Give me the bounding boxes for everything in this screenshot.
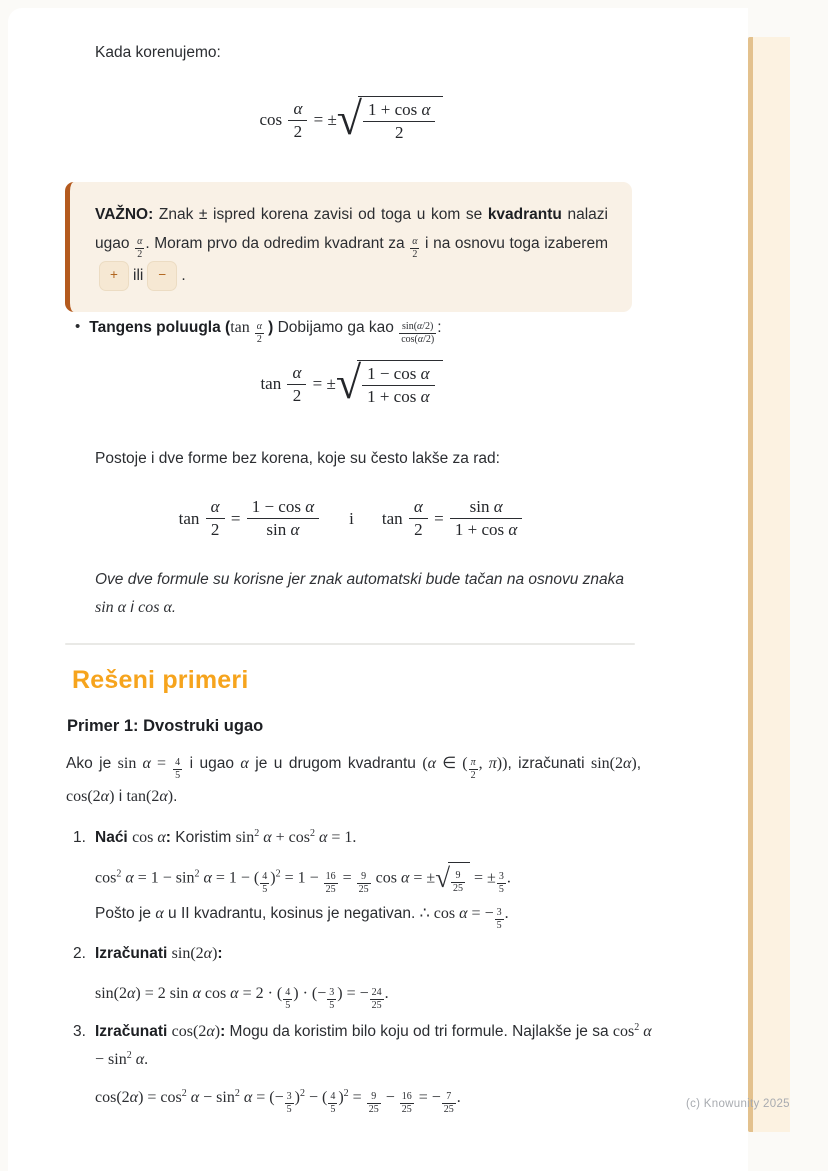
greek-letter: α — [137, 236, 143, 248]
greek-letter: α — [190, 1089, 200, 1106]
math-run: sin(2α) = 2 sin α cos α = 2 · ( — [95, 985, 283, 1002]
fraction — [367, 1091, 381, 1116]
fraction-numerator — [410, 236, 419, 248]
math-run: tan — [178, 508, 204, 528]
step-3-number: 3. — [73, 1023, 86, 1040]
greek-letter: α — [319, 829, 328, 846]
greek-letter: α — [420, 387, 430, 407]
fraction-denominator: 5 — [175, 769, 181, 781]
math-run — [155, 905, 163, 922]
greek-letter: α — [421, 100, 431, 119]
math-run — [240, 755, 248, 772]
fraction-denominator: 2 — [135, 248, 144, 261]
fraction-numerator: 3 — [498, 870, 504, 882]
text-run: . Moram prvo da odredim kvadrant za — [145, 234, 410, 252]
math-run: . — [506, 869, 511, 887]
math-run: = ± — [308, 374, 336, 394]
fraction-denominator: 25 — [371, 999, 382, 1011]
fraction-numerator: 1 − cos α — [251, 497, 315, 516]
radical-sign: √ — [335, 357, 362, 409]
fraction-numerator: 4 — [330, 1090, 336, 1102]
sign-chip: + — [99, 261, 129, 291]
greek-letter: α — [420, 364, 430, 383]
fraction-denominator: 5 — [329, 999, 335, 1011]
fraction-numerator: 4 — [262, 870, 268, 882]
fraction-denominator: 2 — [206, 518, 225, 541]
math-run: , π)) — [478, 755, 508, 772]
fraction-numerator — [255, 321, 264, 333]
greek-letter: α — [400, 869, 410, 887]
math-run: tan — [381, 508, 407, 528]
greek-letter: α — [125, 869, 134, 887]
fraction-numerator — [409, 496, 428, 518]
fraction — [255, 321, 264, 346]
fraction — [450, 496, 522, 542]
fraction-denominator: 2 — [409, 518, 428, 541]
important-callout — [65, 182, 632, 312]
intro-lead: Kada korenujemo: — [95, 44, 221, 61]
text-run: nalazi ugao — [95, 206, 608, 252]
math-run: cos — [612, 1023, 635, 1040]
math-run: = − — [414, 1089, 441, 1106]
radicand — [448, 862, 470, 895]
fraction-numerator: 4 — [175, 756, 181, 768]
fraction-denominator: 5 — [330, 1103, 336, 1115]
greek-letter: α — [192, 985, 201, 1002]
greek-letter: α — [203, 945, 213, 962]
math-run: sin(2α) — [590, 755, 637, 772]
fraction — [370, 987, 384, 1012]
fraction — [400, 1091, 414, 1116]
fraction — [409, 496, 428, 542]
fraction — [363, 99, 435, 145]
math-run: tan(2α) — [126, 787, 174, 805]
fraction-denominator: 25 — [358, 883, 369, 895]
fraction-denominator: 25 — [401, 1103, 412, 1115]
greek-letter: α — [243, 1089, 253, 1106]
text-run: , izračunati — [507, 755, 591, 772]
math-run: ) = − — [337, 985, 369, 1002]
step-2-math — [95, 980, 389, 1012]
text-run: . — [173, 787, 178, 805]
superscript: 2 — [634, 1022, 640, 1033]
fraction-denominator: 1 + cos α — [450, 518, 522, 541]
fraction-denominator: 2 — [363, 121, 435, 144]
step-1-math — [95, 862, 511, 896]
fraction-numerator: 16 — [325, 870, 336, 882]
fraction — [399, 321, 436, 346]
greek-letter: α — [159, 787, 168, 805]
greek-letter: α — [135, 1051, 145, 1068]
fraction — [324, 871, 338, 896]
text-run: , — [636, 755, 642, 772]
math-run: tan — [260, 374, 286, 394]
formula-tan-noroot — [65, 496, 638, 542]
fraction-denominator: 2 — [410, 248, 419, 261]
text-run: Znak ± ispred korena zavisi od toga u kom se — [153, 206, 488, 223]
math-run: ∴ cos α = − — [419, 905, 494, 922]
radicand — [357, 360, 442, 409]
italic-text-run: i — [126, 598, 139, 616]
fraction-numerator — [135, 236, 144, 248]
fraction — [442, 1091, 456, 1116]
bold-text-run: : — [165, 829, 171, 846]
callout-text — [95, 201, 608, 291]
superscript: 2 — [181, 1088, 187, 1099]
math-run: cos α = ± — [371, 869, 436, 887]
square-root — [335, 357, 443, 409]
greek-letter: α — [230, 985, 239, 1002]
fraction-denominator: 2 — [255, 333, 264, 346]
radicand — [358, 96, 443, 145]
formula-tan-half-sqrt — [65, 357, 638, 409]
step-3-title — [95, 1023, 652, 1068]
fraction-denominator: 5 — [285, 999, 291, 1011]
fraction — [410, 236, 419, 261]
fraction — [469, 757, 478, 782]
greek-letter: π — [488, 755, 497, 772]
math-run: cos α — [132, 829, 166, 846]
step-2-title — [95, 945, 223, 962]
fraction — [451, 870, 465, 895]
fraction — [357, 871, 371, 896]
bullet-tangens-text — [89, 314, 441, 346]
text-run: i — [114, 787, 127, 805]
fraction — [206, 496, 225, 542]
watermark: (c) Knowunity 2025 — [686, 1098, 790, 1110]
fraction-denominator: 5 — [496, 919, 502, 931]
greek-letter: α — [292, 362, 302, 382]
superscript: 2 — [116, 868, 122, 880]
fraction — [173, 757, 182, 782]
square-root — [336, 93, 444, 145]
greek-letter: α — [100, 787, 110, 805]
math-run: cos(2α) — [66, 787, 115, 805]
section-divider — [65, 643, 635, 645]
text-run: i ugao — [183, 755, 241, 772]
fraction-numerator: 3 — [286, 1090, 292, 1102]
math-run: cos(2α) = cos — [95, 1089, 182, 1106]
fraction-numerator: 9 — [371, 1090, 377, 1102]
math-run: α + cos — [263, 829, 310, 846]
math-run: cos(2α) — [171, 1023, 221, 1040]
greek-letter: α — [417, 333, 424, 345]
greek-letter: α — [206, 1023, 215, 1040]
greek-letter: α — [142, 755, 151, 772]
formulas-note — [95, 566, 635, 623]
fraction-numerator: 3 — [329, 986, 335, 998]
greek-letter: α — [459, 905, 468, 922]
fraction-numerator — [469, 757, 478, 769]
text-run: Ako je — [66, 755, 118, 772]
fraction-numerator: 24 — [371, 986, 382, 998]
math-run: α = 1. — [319, 829, 357, 846]
fraction — [283, 987, 292, 1012]
fraction-numerator: 9 — [361, 870, 367, 882]
fraction — [247, 496, 319, 542]
greek-letter: α — [155, 905, 164, 922]
fraction-numerator — [288, 98, 307, 120]
fraction-denominator: 2 — [469, 769, 478, 782]
bold-text-run: : — [220, 1023, 226, 1040]
text-run: je u drugom kvadrantu — [248, 755, 423, 772]
fraction — [288, 98, 307, 144]
math-run: = 1 − — [280, 869, 323, 887]
text-run: ili — [133, 267, 144, 285]
greek-letter: α — [157, 829, 166, 846]
greek-letter: α — [163, 598, 172, 616]
superscript: 2 — [299, 1088, 305, 1099]
greek-letter: α — [508, 520, 518, 540]
bullet-tangens — [75, 314, 635, 346]
fraction — [362, 363, 434, 409]
superscript: 2 — [343, 1088, 349, 1099]
radical-sign: √ — [435, 862, 451, 893]
math-run: α = 1 − ( — [203, 869, 260, 887]
problem-statement — [66, 749, 641, 812]
fraction-numerator: 7 — [446, 1090, 452, 1102]
greek-letter: α — [127, 985, 136, 1002]
fraction-numerator: 9 — [455, 869, 461, 881]
math-run: . — [456, 1089, 461, 1106]
step-1 — [73, 824, 660, 852]
math-run: ) — [294, 1089, 300, 1106]
superscript: 2 — [254, 828, 260, 839]
bold-text-run: VAŽNO: — [95, 206, 154, 223]
greek-letter: α — [493, 497, 503, 516]
bold-text-run: Naći — [95, 829, 133, 846]
greek-letter: α — [129, 1089, 139, 1106]
math-run: cos — [95, 869, 117, 887]
fraction-denominator: 25 — [368, 1103, 379, 1115]
math-run: cos — [259, 110, 287, 130]
fraction-denominator: cos(α/2) — [401, 333, 435, 345]
math-run: i — [349, 508, 354, 528]
greek-letter: α — [412, 236, 418, 248]
superscript: 2 — [234, 1088, 240, 1099]
greek-letter: α — [417, 320, 423, 332]
fraction-numerator — [287, 362, 306, 384]
step-1-title — [95, 829, 356, 846]
math-run: (α ∈ ( — [422, 755, 468, 772]
next-page-strip — [753, 37, 790, 1132]
fraction-denominator: 2 — [288, 120, 307, 143]
math-run: α − sin — [190, 1089, 235, 1106]
greek-letter: α — [240, 755, 249, 772]
math-run: tan — [230, 319, 254, 336]
greek-letter: α — [210, 497, 220, 516]
math-run: α = (− — [243, 1089, 284, 1106]
fraction — [328, 1091, 337, 1116]
italic-text-run: Ove dve formule su korisne jer znak automatski bude tačan na osnovu znaka — [95, 571, 625, 588]
fraction-denominator: 25 — [325, 883, 336, 895]
math-run: = — [348, 1089, 366, 1106]
sign-chip: − — [147, 261, 177, 291]
math-run: = — [338, 869, 356, 887]
fraction-denominator: 5 — [286, 1103, 292, 1115]
math-run: α. — [135, 1051, 149, 1068]
noroot-lead: Postoje i dve forme bez korena, koje su često lakše za rad: — [95, 450, 500, 467]
math-run: α − sin — [95, 1023, 652, 1068]
math-run: = ± — [309, 110, 337, 130]
text-run: . — [181, 267, 186, 285]
math-run: sin — [235, 829, 255, 846]
math-run: cos α — [138, 598, 172, 616]
bold-text-run: ) — [265, 319, 278, 336]
greek-letter: α — [117, 598, 127, 616]
fraction-numerator: sin α — [469, 497, 503, 516]
math-run: sin(2α) — [171, 945, 218, 962]
bold-text-run: : — [217, 945, 223, 962]
greek-letter: α — [293, 98, 303, 118]
fraction-numerator: 1 − cos α — [367, 364, 430, 383]
step-2-number: 2. — [73, 945, 86, 962]
square-root — [435, 862, 470, 895]
text-run: Pošto je — [95, 905, 156, 922]
fraction — [327, 987, 336, 1012]
step-1-number: 1. — [73, 829, 86, 846]
fraction — [497, 871, 506, 896]
bold-text-run: kvadrantu — [487, 206, 562, 223]
fraction-denominator: 5 — [262, 883, 268, 895]
fraction-numerator: 1 + cos α — [368, 100, 431, 119]
math-run: = ± — [470, 869, 496, 887]
text-run: u II kvadrantu, kosinus je negativan. — [163, 905, 420, 922]
italic-text-run: . — [171, 598, 177, 616]
fraction-numerator: sin(α/2) — [402, 320, 434, 332]
section-heading: Rešeni primeri — [72, 666, 249, 694]
step-1-conclusion — [95, 900, 509, 932]
greek-letter: α — [413, 497, 423, 516]
math-run: sin α — [95, 598, 127, 616]
fraction-numerator: 4 — [285, 986, 291, 998]
text-run: Koristim — [170, 829, 236, 846]
superscript: 2 — [310, 828, 315, 839]
greek-letter: α — [256, 320, 262, 332]
superscript: 2 — [126, 1050, 132, 1061]
fraction — [285, 1091, 294, 1116]
text-run: : — [437, 319, 442, 336]
greek-letter: α — [263, 829, 272, 846]
fraction-denominator: sin α — [247, 518, 319, 541]
fraction — [495, 907, 504, 932]
greek-letter: α — [427, 755, 437, 772]
greek-letter: π — [470, 756, 476, 768]
fraction — [135, 236, 144, 261]
superscript: 2 — [275, 868, 281, 880]
fraction-numerator — [206, 496, 225, 518]
greek-letter: α — [203, 869, 212, 887]
greek-letter: α — [305, 497, 315, 516]
text-run: Dobijamo ga kao — [277, 319, 399, 336]
fraction-denominator: 1 + cos α — [362, 385, 434, 408]
fraction — [287, 362, 306, 408]
step-3-math — [95, 1084, 461, 1116]
superscript: 2 — [194, 868, 200, 880]
math-run: = — [226, 508, 245, 528]
example-heading: Primer 1: Dvostruki ugao — [67, 717, 264, 735]
text-run: i na osnovu toga izaberem — [420, 234, 608, 252]
math-run: . — [504, 905, 509, 922]
math-run: ) — [270, 869, 276, 887]
text-run: Mogu da koristim bilo koju od tri formule. Najlakše je sa — [225, 1023, 613, 1040]
fraction — [260, 871, 269, 896]
bold-text-run: Izračunati — [95, 1023, 172, 1040]
fraction-denominator: 25 — [453, 882, 464, 894]
fraction-numerator: 16 — [401, 1090, 412, 1102]
greek-letter: α — [290, 520, 300, 540]
fraction-numerator: 3 — [496, 906, 502, 918]
math-run: = — [429, 508, 448, 528]
bold-text-run: Izračunati — [95, 945, 172, 962]
formula-cos-half — [65, 93, 638, 145]
math-run: sin α = — [117, 755, 173, 772]
math-run: ) · (− — [293, 985, 327, 1002]
fraction-denominator: 5 — [498, 883, 504, 895]
math-run: α = 1 − sin — [125, 869, 195, 887]
fraction-denominator: 2 — [287, 384, 306, 407]
step-2 — [73, 940, 660, 968]
math-run: ) — [338, 1089, 344, 1106]
math-run: . — [384, 985, 389, 1002]
radical-sign: √ — [336, 93, 363, 145]
fraction-denominator: 25 — [443, 1103, 454, 1115]
math-run: − — [381, 1089, 399, 1106]
step-3 — [73, 1018, 660, 1074]
greek-letter: α — [622, 755, 632, 772]
greek-letter: α — [643, 1023, 652, 1040]
bold-text-run: Tangens poluugla ( — [89, 319, 231, 336]
math-run: − ( — [304, 1089, 328, 1106]
